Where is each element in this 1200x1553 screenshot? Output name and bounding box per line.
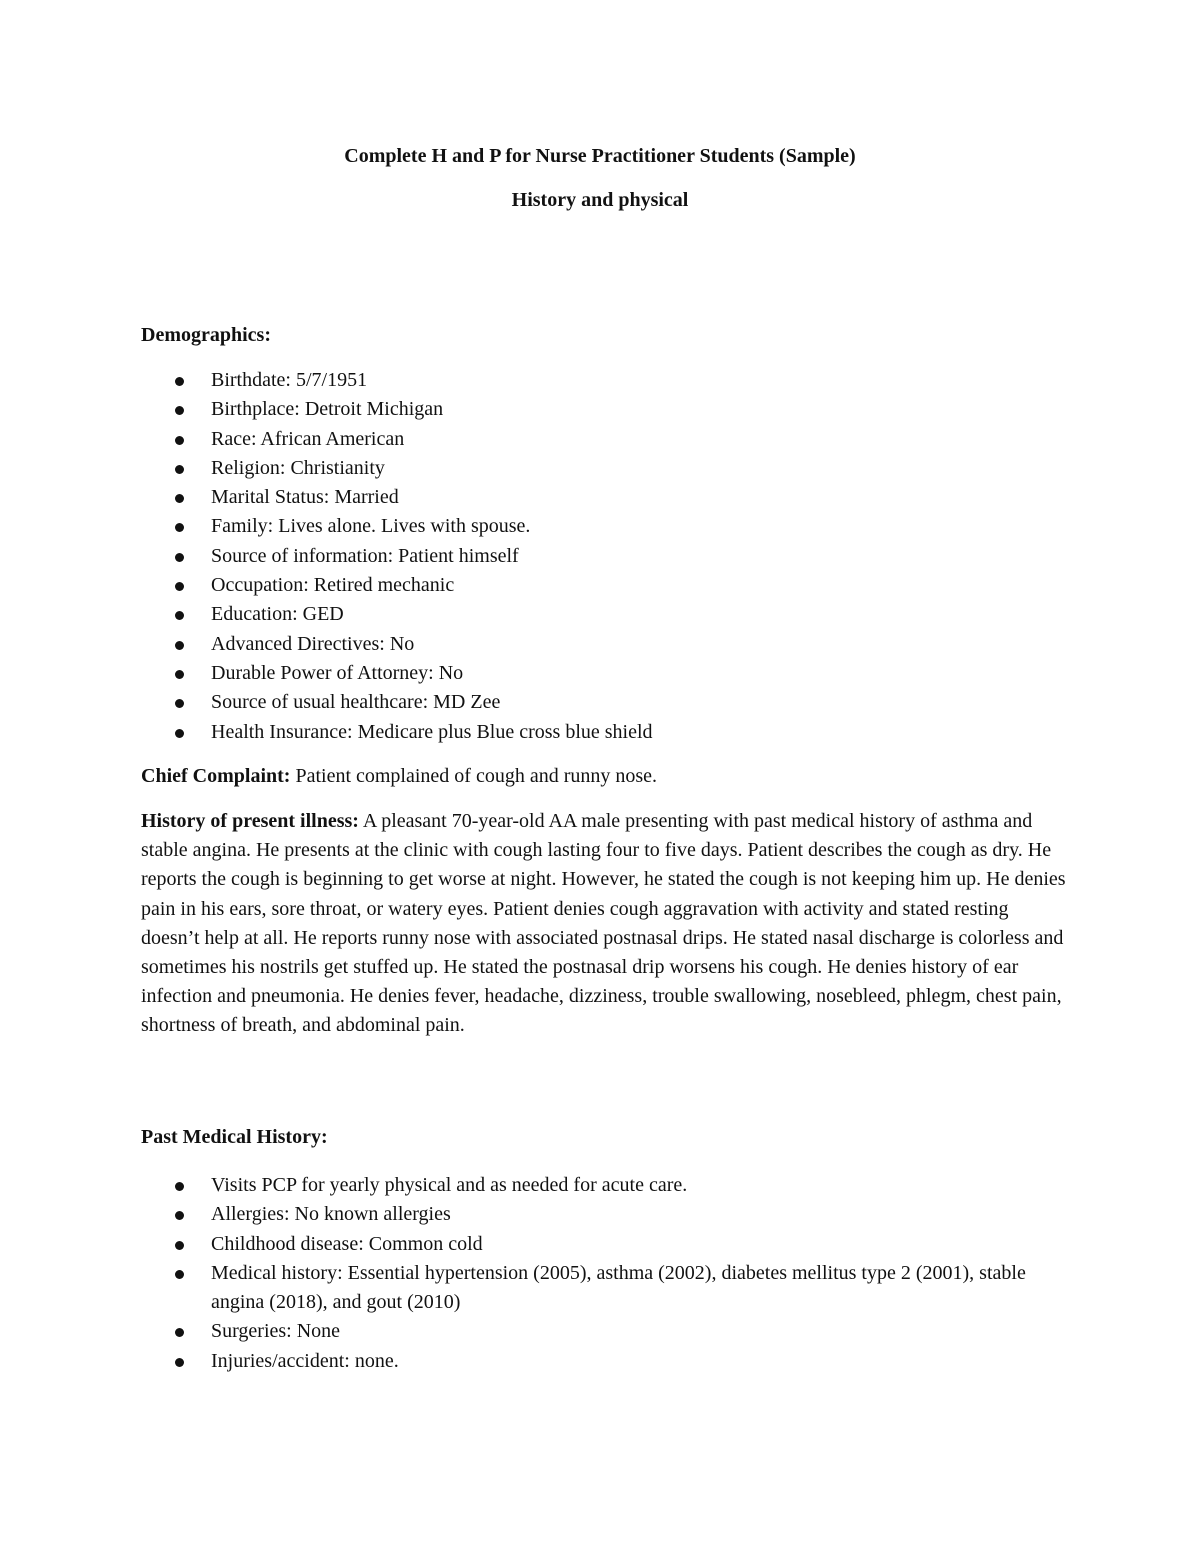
list-item: Birthdate: 5/7/1951 [141, 366, 1071, 395]
list-item: Visits PCP for yearly physical and as needed for acute care. [141, 1171, 1071, 1200]
list-item: Religion: Christianity [141, 454, 1071, 483]
list-item: Health Insurance: Medicare plus Blue cross blue shield [141, 718, 1071, 747]
hpi-label: History of present illness: [141, 810, 359, 832]
past-medical-history-list [141, 1171, 1071, 1376]
list-item: Medical history: Essential hypertension (2005), asthma (2002), diabetes mellitus type 2 (2001), stable angina (2018), and gout (2010) [141, 1259, 1071, 1318]
list-item: Source of information: Patient himself [141, 542, 1071, 571]
document-subtitle: History and physical [511, 189, 689, 211]
list-item: Durable Power of Attorney: No [141, 659, 1071, 688]
list-item: Source of usual healthcare: MD Zee [141, 688, 1071, 717]
list-item: Education: GED [141, 600, 1071, 629]
list-item: Family: Lives alone. Lives with spouse. [141, 512, 1071, 541]
document-title: Complete H and P for Nurse Practitioner Students (Sample) [344, 145, 856, 167]
list-item: Occupation: Retired mechanic [141, 571, 1071, 600]
chief-complaint-text: Patient complained of cough and runny nose. [290, 765, 658, 787]
list-item: Surgeries: None [141, 1317, 1071, 1346]
list-item: Injuries/accident: none. [141, 1347, 1071, 1376]
list-item: Allergies: No known allergies [141, 1200, 1071, 1229]
list-item: Marital Status: Married [141, 483, 1071, 512]
chief-complaint-label: Chief Complaint: [141, 765, 291, 787]
list-item: Birthplace: Detroit Michigan [141, 395, 1071, 424]
demographics-heading: Demographics: [141, 324, 271, 346]
hpi-text: A pleasant 70-year-old AA male presenting with past medical history of asthma and stable angina. He presents at the clinic with cough lasting four to five days. Patient describes the cough as dry. He reports the cough is beginning to get worse at night. However, he stated the cough is not keeping him up. He denies pain in his ears, sore throat, or watery eyes. Patient denies cough aggravation with activity and stated resting doesn’t help at all. He reports runny nose with associated postnasal drips. He stated nasal discharge is colorless and sometimes his nostrils get stuffed up. He stated the postnasal drip worsens his cough. He denies history of ear infection and pneumonia. He denies fever, headache, dizziness, trouble swallowing, nosebleed, phlegm, chest pain, shortness of breath, and abdominal pain. [141, 810, 1066, 1037]
list-item: Advanced Directives: No [141, 630, 1071, 659]
chief-complaint-paragraph [141, 762, 1066, 791]
demographics-list [141, 366, 1071, 747]
list-item: Race: African American [141, 425, 1071, 454]
past-medical-history-heading: Past Medical History: [141, 1126, 328, 1148]
list-item: Childhood disease: Common cold [141, 1230, 1071, 1259]
hpi-paragraph [141, 807, 1066, 1041]
